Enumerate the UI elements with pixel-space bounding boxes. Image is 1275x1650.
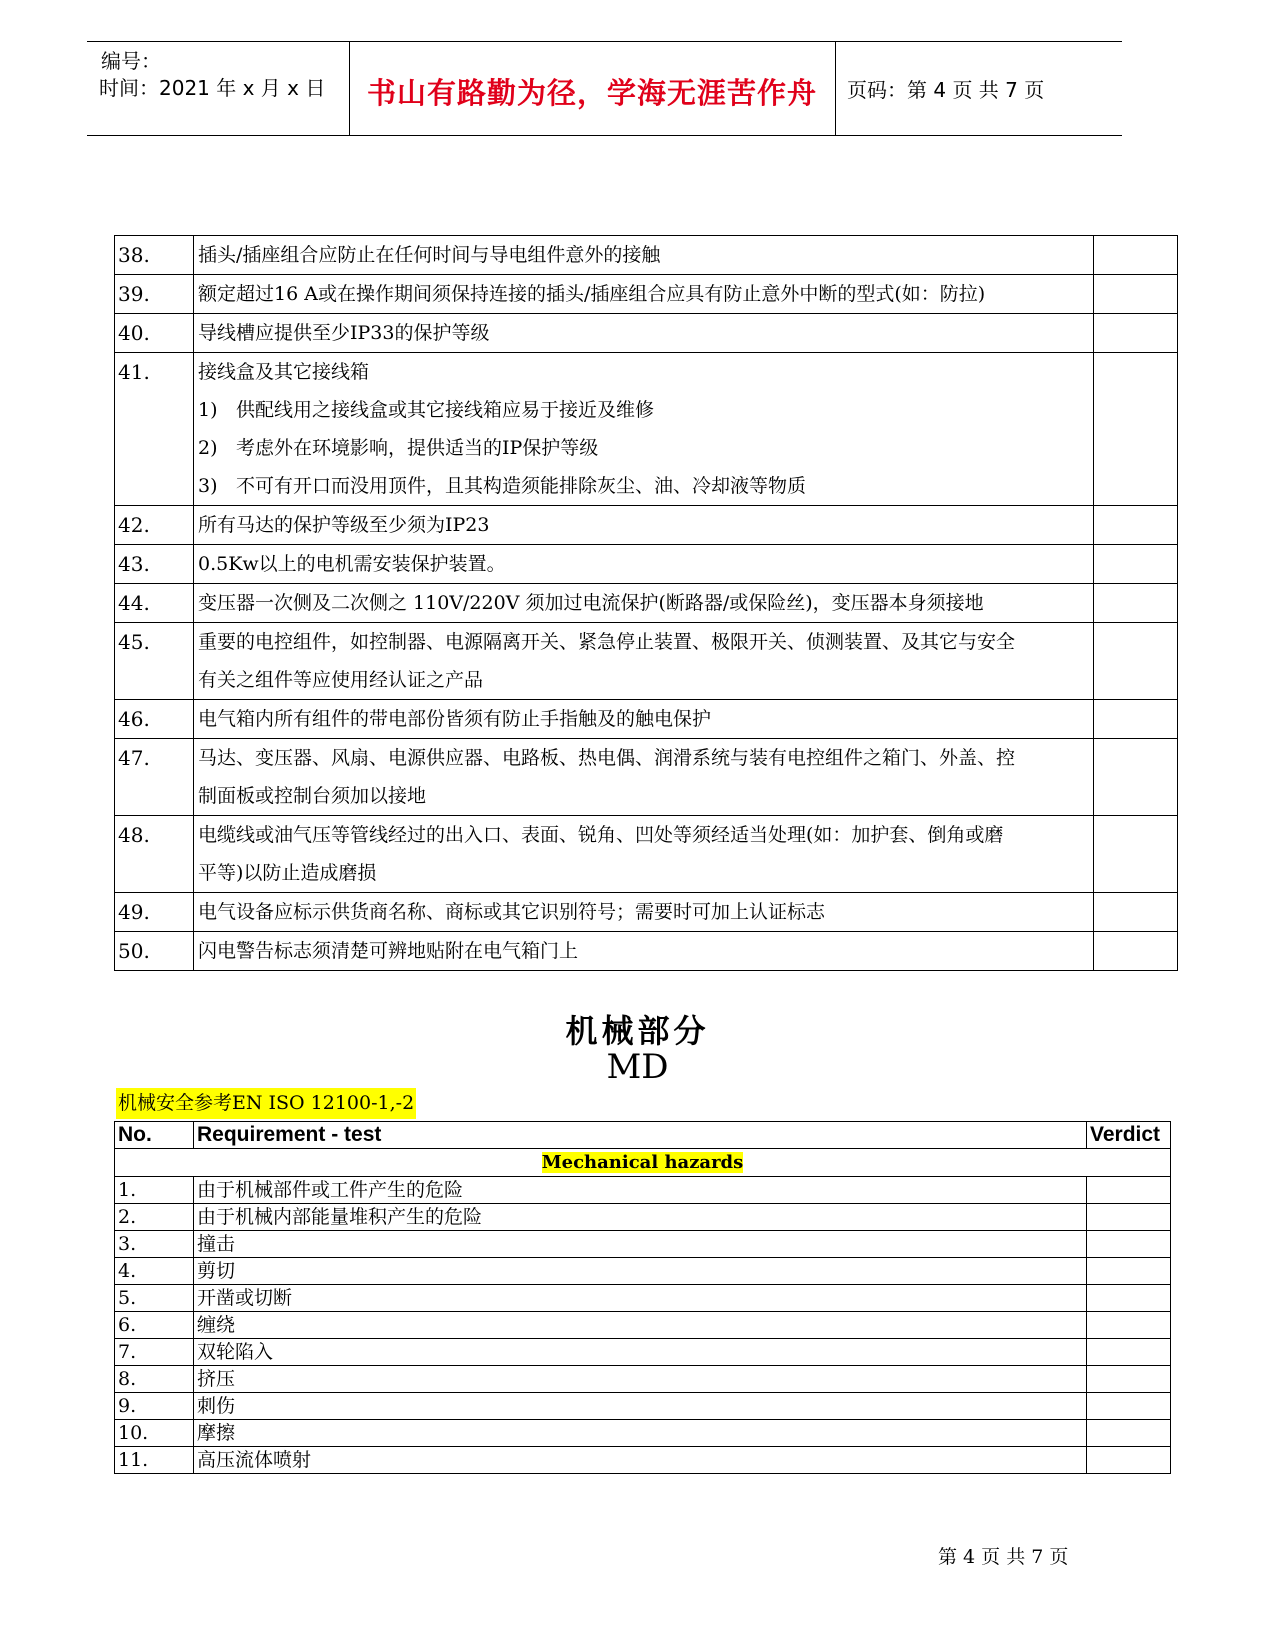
item-number: 49. xyxy=(115,893,194,932)
table-row xyxy=(115,1231,1171,1258)
table-row xyxy=(115,1312,1171,1339)
item-number: 3. xyxy=(115,1231,194,1258)
item-text: 开凿或切断 xyxy=(194,1285,1087,1312)
verdict-cell[interactable] xyxy=(1087,1177,1171,1204)
item-number: 47. xyxy=(115,739,194,816)
item-text: 双轮陷入 xyxy=(194,1339,1087,1366)
electrical-requirements-table xyxy=(114,235,1178,971)
verdict-cell[interactable] xyxy=(1087,1312,1171,1339)
table-row xyxy=(115,1420,1171,1447)
item-text-cell xyxy=(194,314,1094,353)
item-text: 剪切 xyxy=(194,1258,1087,1285)
item-text-cell xyxy=(194,545,1094,584)
sub-item xyxy=(198,429,1093,467)
table-row xyxy=(115,700,1178,739)
item-text-continued: 制面板或控制台须加以接地 xyxy=(198,785,427,807)
item-text-cell xyxy=(194,275,1094,314)
item-number: 44. xyxy=(115,584,194,623)
table-row xyxy=(115,1366,1171,1393)
item-text: 重要的电控组件，如控制器、电源隔离开关、紧急停止装置、极限开关、侦测装置、及其它与安全 xyxy=(198,631,1016,653)
table-row xyxy=(115,1393,1171,1420)
item-number: 7. xyxy=(115,1339,194,1366)
table-row xyxy=(115,1447,1171,1474)
sub-item xyxy=(198,391,1093,429)
verdict-cell[interactable] xyxy=(1094,932,1178,971)
table-row xyxy=(115,1258,1171,1285)
standard-reference-note: 机械安全参考EN ISO 12100-1,-2 xyxy=(116,1088,416,1119)
sub-item-number: 2) xyxy=(198,437,218,459)
item-number: 46. xyxy=(115,700,194,739)
table-row xyxy=(115,1339,1171,1366)
verdict-cell[interactable] xyxy=(1094,700,1178,739)
item-number: 40. xyxy=(115,314,194,353)
item-number: 39. xyxy=(115,275,194,314)
verdict-cell[interactable] xyxy=(1094,236,1178,275)
item-text-cell xyxy=(194,932,1094,971)
column-header-requirement: Requirement - test xyxy=(194,1122,1087,1149)
mechanical-section-subtitle: MD xyxy=(606,1047,669,1087)
sub-item-number: 3) xyxy=(198,475,218,497)
item-number: 50. xyxy=(115,932,194,971)
document-time-label: 时间：2021 年 x 月 x 日 xyxy=(99,76,326,100)
sub-item-number: 1) xyxy=(198,399,218,421)
item-text: 0.5Kw以上的电机需安装保护装置。 xyxy=(198,553,506,575)
item-text-cell xyxy=(194,584,1094,623)
sub-item-text: 供配线用之接线盒或其它接线箱应易于接近及维修 xyxy=(236,399,655,421)
item-text-cell xyxy=(194,893,1094,932)
verdict-cell[interactable] xyxy=(1087,1285,1171,1312)
verdict-cell[interactable] xyxy=(1094,314,1178,353)
item-text: 电气箱内所有组件的带电部份皆须有防止手指触及的触电保护 xyxy=(198,708,712,730)
verdict-cell[interactable] xyxy=(1087,1366,1171,1393)
item-number: 45. xyxy=(115,623,194,700)
column-header-no: No. xyxy=(115,1122,194,1149)
item-text: 缠绕 xyxy=(194,1312,1087,1339)
category-label: Mechanical hazards xyxy=(541,1152,744,1173)
item-text: 插头/插座组合应防止在任何时间与导电组件意外的接触 xyxy=(198,244,661,266)
verdict-cell[interactable] xyxy=(1087,1393,1171,1420)
column-header-verdict: Verdict xyxy=(1087,1122,1171,1149)
table-row xyxy=(115,1177,1171,1204)
item-text: 接线盒及其它接线箱 xyxy=(198,361,370,383)
item-text-cell xyxy=(194,236,1094,275)
item-text: 由于机械内部能量堆积产生的危险 xyxy=(194,1204,1087,1231)
verdict-cell[interactable] xyxy=(1087,1339,1171,1366)
verdict-cell[interactable] xyxy=(1094,506,1178,545)
verdict-cell[interactable] xyxy=(1094,739,1178,816)
verdict-cell[interactable] xyxy=(1094,353,1178,506)
table-row xyxy=(115,353,1178,506)
item-number: 6. xyxy=(115,1312,194,1339)
table-row xyxy=(115,893,1178,932)
item-text: 挤压 xyxy=(194,1366,1087,1393)
item-text: 电缆线或油气压等管线经过的出入口、表面、锐角、凹处等须经适当处理(如：加护套、倒角或磨 xyxy=(198,824,1004,846)
item-text: 变压器一次侧及二次侧之 110V/220V 须加过电流保护(断路器/或保险丝)，变压器本身须接地 xyxy=(198,592,984,614)
item-text-cell xyxy=(194,623,1094,700)
item-text: 高压流体喷射 xyxy=(194,1447,1087,1474)
table-row xyxy=(115,1204,1171,1231)
item-number: 41. xyxy=(115,353,194,506)
item-number: 10. xyxy=(115,1420,194,1447)
page-footer: 第 4 页 共 7 页 xyxy=(938,1546,1069,1568)
item-text-continued: 有关之组件等应使用经认证之产品 xyxy=(198,669,484,691)
item-text: 摩擦 xyxy=(194,1420,1087,1447)
table-row xyxy=(115,1285,1171,1312)
table-row xyxy=(115,506,1178,545)
item-number: 2. xyxy=(115,1204,194,1231)
table-row xyxy=(115,816,1178,893)
item-number: 1. xyxy=(115,1177,194,1204)
table-header-row xyxy=(115,1122,1171,1149)
verdict-cell[interactable] xyxy=(1087,1258,1171,1285)
table-row xyxy=(115,739,1178,816)
item-text: 闪电警告标志须清楚可辨地贴附在电气箱门上 xyxy=(198,940,579,962)
table-row xyxy=(115,314,1178,353)
item-text-cell xyxy=(194,700,1094,739)
header-meta xyxy=(87,42,350,135)
item-text: 额定超过16 A或在操作期间须保持连接的插头/插座组合应具有防止意外中断的型式(如：防拉) xyxy=(198,283,986,305)
mechanical-hazards-table xyxy=(114,1121,1171,1474)
sub-item-text: 不可有开口而没用顶件，且其构造须能排除灰尘、油、冷却液等物质 xyxy=(236,475,807,497)
item-number: 4. xyxy=(115,1258,194,1285)
item-number: 9. xyxy=(115,1393,194,1420)
header-motto: 书山有路勤为径，学海无涯苦作舟 xyxy=(366,76,817,110)
item-text-cell xyxy=(194,353,1094,506)
item-text-cell xyxy=(194,816,1094,893)
item-text: 导线槽应提供至少IP33的保护等级 xyxy=(198,322,490,344)
item-number: 5. xyxy=(115,1285,194,1312)
table-row xyxy=(115,545,1178,584)
header-page-info: 页码：第 4 页 共 7 页 xyxy=(847,78,1045,102)
verdict-cell[interactable] xyxy=(1094,816,1178,893)
item-text: 由于机械部件或工件产生的危险 xyxy=(194,1177,1087,1204)
item-number: 38. xyxy=(115,236,194,275)
header-motto-cell xyxy=(349,42,836,135)
table-row xyxy=(115,275,1178,314)
item-text: 刺伤 xyxy=(194,1393,1087,1420)
verdict-cell[interactable] xyxy=(1094,545,1178,584)
item-text: 所有马达的保护等级至少须为IP23 xyxy=(198,514,490,536)
category-row xyxy=(115,1149,1171,1177)
item-number: 42. xyxy=(115,506,194,545)
table-row xyxy=(115,623,1178,700)
table-row xyxy=(115,932,1178,971)
item-number: 8. xyxy=(115,1366,194,1393)
document-number-label: 编号： xyxy=(101,49,161,73)
table-row xyxy=(115,236,1178,275)
sub-item-text: 考虑外在环境影响，提供适当的IP保护等级 xyxy=(236,437,599,459)
verdict-cell[interactable] xyxy=(1094,275,1178,314)
item-text-cell xyxy=(194,506,1094,545)
sub-item xyxy=(198,467,1093,505)
item-text: 电气设备应标示供货商名称、商标或其它识别符号；需要时可加上认证标志 xyxy=(198,901,826,923)
table-row xyxy=(115,584,1178,623)
item-number: 43. xyxy=(115,545,194,584)
verdict-cell[interactable] xyxy=(1087,1231,1171,1258)
item-text-cell xyxy=(194,739,1094,816)
item-text-continued: 平等)以防止造成磨损 xyxy=(198,862,377,884)
item-text: 马达、变压器、风扇、电源供应器、电路板、热电偶、润滑系统与装有电控组件之箱门、外盖、控 xyxy=(198,747,1016,769)
verdict-cell[interactable] xyxy=(1087,1420,1171,1447)
item-text: 撞击 xyxy=(194,1231,1087,1258)
verdict-cell[interactable] xyxy=(1094,623,1178,700)
item-number: 48. xyxy=(115,816,194,893)
verdict-cell[interactable] xyxy=(1094,584,1178,623)
verdict-cell[interactable] xyxy=(1094,893,1178,932)
page-header xyxy=(87,41,1122,136)
verdict-cell[interactable] xyxy=(1087,1447,1171,1474)
mechanical-section-title: 机械部分 xyxy=(565,1012,710,1050)
item-number: 11. xyxy=(115,1447,194,1474)
verdict-cell[interactable] xyxy=(1087,1204,1171,1231)
